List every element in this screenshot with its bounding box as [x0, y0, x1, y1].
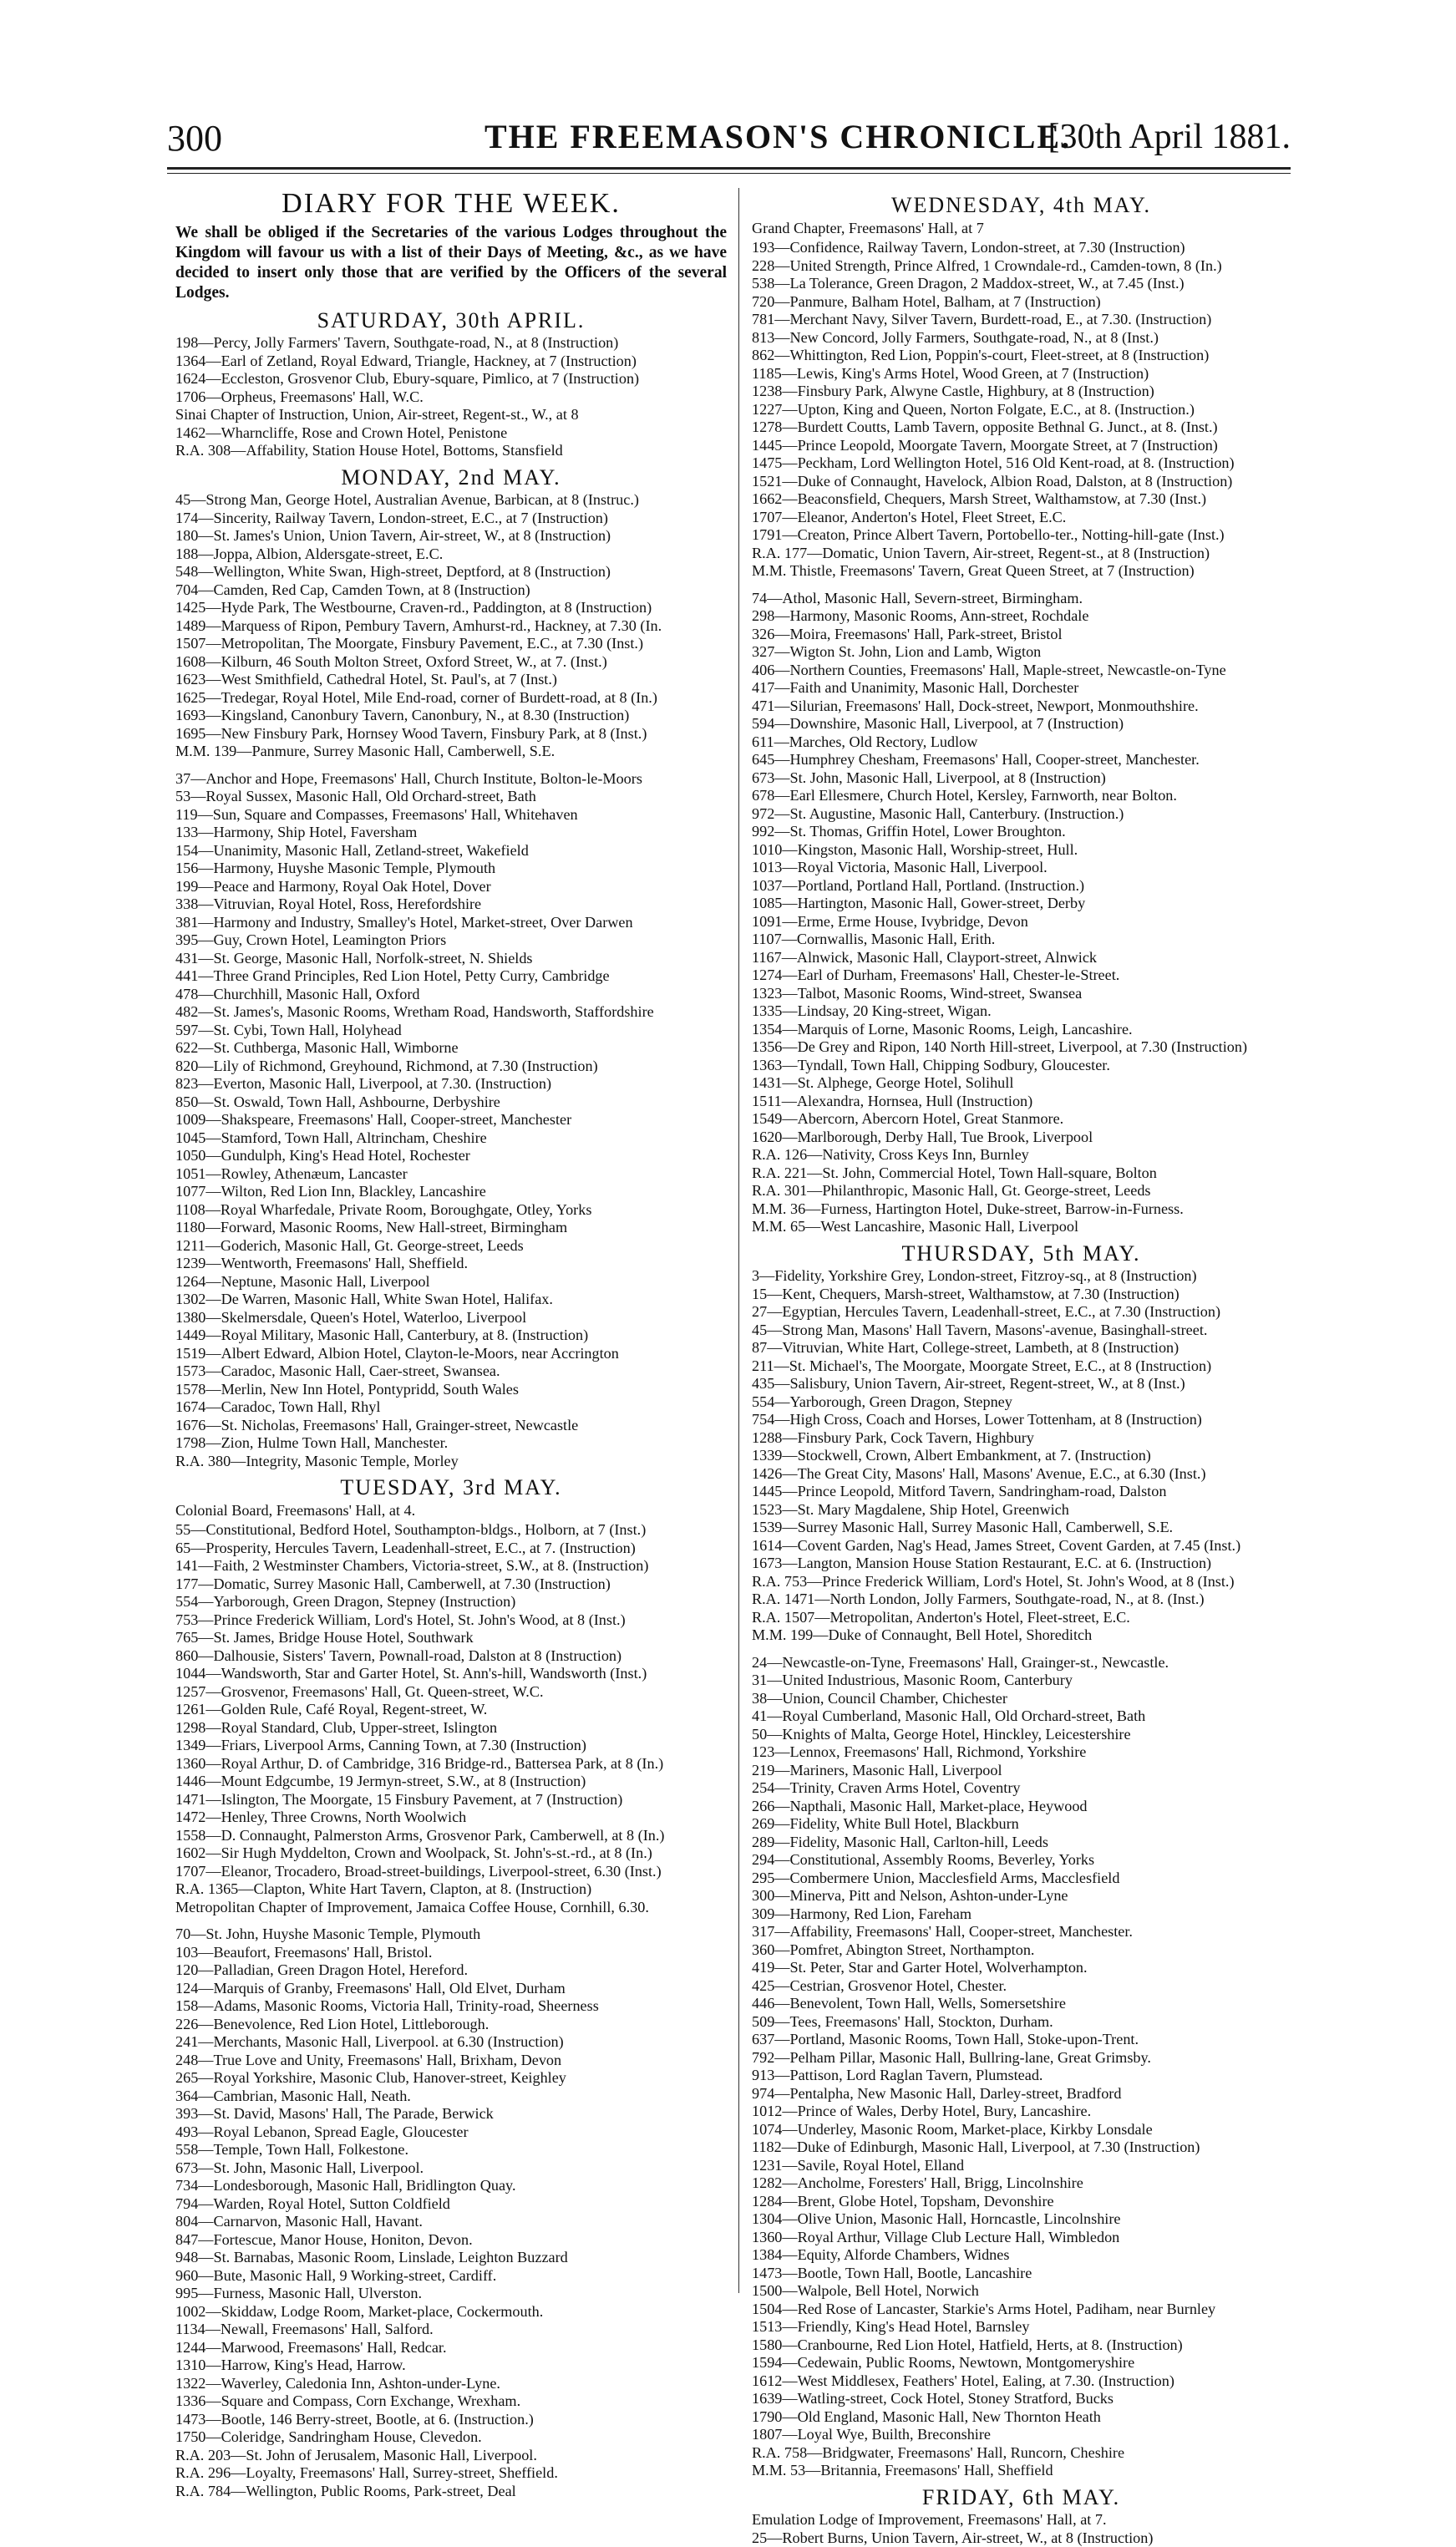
diary-title: DIARY FOR THE WEEK. — [175, 195, 727, 213]
diary-entry: 678—Earl Ellesmere, Church Hotel, Kersley, Farnworth, near Bolton. — [752, 787, 1291, 805]
diary-entry: 326—Moira, Freemasons' Hall, Park-street, Bristol — [752, 626, 1291, 644]
diary-entry: 1676—St. Nicholas, Freemasons' Hall, Grainger-street, Newcastle — [175, 1417, 727, 1435]
diary-entry: 446—Benevolent, Town Hall, Wells, Somersetshire — [752, 1995, 1291, 2013]
right-column — [752, 188, 1291, 2547]
diary-entry: 219—Mariners, Masonic Hall, Liverpool — [752, 1762, 1291, 1780]
masthead-rule-thin — [167, 173, 1291, 174]
diary-entry: 1594—Cedewain, Public Rooms, Newtown, Montgomeryshire — [752, 2354, 1291, 2372]
diary-entry: 637—Portland, Masonic Rooms, Town Hall, Stoke-upon-Trent. — [752, 2031, 1291, 2049]
diary-entry: 1750—Coleridge, Sandringham House, Clevedon. — [175, 2428, 727, 2447]
diary-entry: 120—Palladian, Green Dragon Hotel, Hereford. — [175, 1961, 727, 1980]
diary-entry: M.M. 199—Duke of Connaught, Bell Hotel, Shoreditch — [752, 1626, 1291, 1645]
diary-entry: 482—St. James's, Masonic Rooms, Wretham Road, Handsworth, Staffordshire — [175, 1003, 727, 1022]
diary-entry: 972—St. Augustine, Masonic Hall, Canterbury. (Instruction.) — [752, 805, 1291, 824]
diary-entry: 327—Wigton St. John, Lion and Lamb, Wigton — [752, 643, 1291, 662]
monday-provincial-list — [175, 770, 727, 1471]
diary-entry: 753—Prince Frederick William, Lord's Hotel, St. John's Wood, at 8 (Inst.) — [175, 1611, 727, 1630]
diary-entry: 1507—Metropolitan, The Moorgate, Finsbury Pavement, E.C., at 7.30 (Inst.) — [175, 635, 727, 653]
diary-entry: 862—Whittington, Red Lion, Poppin's-court, Fleet-street, at 8 (Instruction) — [752, 347, 1291, 365]
diary-entry: 1791—Creaton, Prince Albert Tavern, Portobello-ter., Notting-hill-gate (Inst.) — [752, 526, 1291, 545]
diary-entry: 1578—Merlin, New Inn Hotel, Pontypridd, South Wales — [175, 1381, 727, 1399]
diary-entry: 1257—Grosvenor, Freemasons' Hall, Gt. Queen-street, W.C. — [175, 1683, 727, 1702]
diary-entry: 154—Unanimity, Masonic Hall, Zetland-street, Wakefield — [175, 842, 727, 860]
diary-entry: 156—Harmony, Huyshe Masonic Temple, Plymouth — [175, 860, 727, 878]
diary-entry: 198—Percy, Jolly Farmers' Tavern, Southgate-road, N., at 8 (Instruction) — [175, 334, 727, 353]
diary-entry: 1238—Finsbury Park, Alwyne Castle, Highbury, at 8 (Instruction) — [752, 383, 1291, 401]
diary-entry: 823—Everton, Masonic Hall, Liverpool, at 7.30. (Instruction) — [175, 1075, 727, 1093]
diary-entry: 1471—Islington, The Moorgate, 15 Finsbury Pavement, at 7 (Instruction) — [175, 1791, 727, 1809]
diary-entry: 820—Lily of Richmond, Greyhound, Richmond, at 7.30 (Instruction) — [175, 1058, 727, 1076]
diary-entry: M.M. Thistle, Freemasons' Tavern, Great Queen Street, at 7 (Instruction) — [752, 562, 1291, 581]
diary-entry: Sinai Chapter of Instruction, Union, Air-street, Regent-st., W., at 8 — [175, 406, 727, 424]
diary-entry: 419—St. Peter, Star and Garter Hotel, Wolverhampton. — [752, 1959, 1291, 1977]
diary-entry: 1489—Marquess of Ripon, Pembury Tavern, Amhurst-rd., Hackney, at 7.30 (In. — [175, 617, 727, 636]
diary-entry: 1085—Hartington, Masonic Hall, Gower-street, Derby — [752, 895, 1291, 913]
diary-entry: 754—High Cross, Coach and Horses, Lower Tottenham, at 8 (Instruction) — [752, 1411, 1291, 1429]
issue-date: [30th April 1881. — [1048, 117, 1291, 157]
diary-entry: 673—St. John, Masonic Hall, Liverpool. — [175, 2159, 727, 2178]
diary-entry: 226—Benevolence, Red Lion Hotel, Littleborough. — [175, 2016, 727, 2034]
diary-entry: R.A. 1365—Clapton, White Hart Tavern, Clapton, at 8. (Instruction) — [175, 1880, 727, 1899]
diary-entry: 309—Harmony, Red Lion, Fareham — [752, 1905, 1291, 1924]
thursday-provincial-list — [752, 1654, 1291, 2480]
diary-entry: 174—Sincerity, Railway Tavern, London-street, E.C., at 7 (Instruction) — [175, 510, 727, 528]
diary-entry: 1278—Burdett Coutts, Lamb Tavern, opposite Bethnal G. Junct., at 8. (Inst.) — [752, 419, 1291, 437]
diary-entry: R.A. 177—Domatic, Union Tavern, Air-street, Regent-st., at 8 (Instruction) — [752, 545, 1291, 563]
diary-entry: 417—Faith and Unanimity, Masonic Hall, Dorchester — [752, 679, 1291, 698]
diary-entry: 1108—Royal Wharfedale, Private Room, Boroughgate, Otley, Yorks — [175, 1201, 727, 1220]
diary-entry: 471—Silurian, Freemasons' Hall, Dock-street, Newport, Monmouthshire. — [752, 698, 1291, 716]
diary-entry: 1284—Brent, Globe Hotel, Topsham, Devonshire — [752, 2193, 1291, 2211]
wednesday-note: Grand Chapter, Freemasons' Hall, at 7 — [752, 220, 1291, 238]
diary-entry: 1539—Surrey Masonic Hall, Surrey Masonic Hall, Camberwell, S.E. — [752, 1519, 1291, 1537]
diary-entry: 45—Strong Man, George Hotel, Australian Avenue, Barbican, at 8 (Instruc.) — [175, 491, 727, 510]
diary-entry: R.A. 380—Integrity, Masonic Temple, Morley — [175, 1453, 727, 1471]
thursday-list — [752, 1267, 1291, 1645]
diary-entry: 1051—Rowley, Athenæum, Lancaster — [175, 1165, 727, 1184]
diary-entry: 860—Dalhousie, Sisters' Tavern, Pownall-road, Dalston at 8 (Instruction) — [175, 1647, 727, 1666]
diary-entry: 992—St. Thomas, Griffin Hotel, Lower Broughton. — [752, 823, 1291, 841]
diary-entry: 1693—Kingsland, Canonbury Tavern, Canonbury, N., at 8.30 (Instruction) — [175, 707, 727, 725]
diary-entry: 289—Fidelity, Masonic Hall, Carlton-hill, Leeds — [752, 1834, 1291, 1852]
tuesday-note: Colonial Board, Freemasons' Hall, at 4. — [175, 1502, 727, 1520]
diary-entry: 1573—Caradoc, Masonic Hall, Caer-street, Swansea. — [175, 1362, 727, 1381]
diary-entry: 1167—Alnwick, Masonic Hall, Clayport-street, Alnwick — [752, 949, 1291, 967]
diary-entry: 338—Vitruvian, Royal Hotel, Ross, Herefordshire — [175, 896, 727, 914]
diary-entry: R.A. 784—Wellington, Public Rooms, Park-street, Deal — [175, 2483, 727, 2501]
diary-entry: 298—Harmony, Masonic Rooms, Ann-street, Rochdale — [752, 607, 1291, 626]
diary-entry: 1472—Henley, Three Crowns, North Woolwich — [175, 1809, 727, 1827]
diary-entry: 1274—Earl of Durham, Freemasons' Hall, Chester-le-Street. — [752, 967, 1291, 985]
diary-entry: 594—Downshire, Masonic Hall, Liverpool, at 7 (Instruction) — [752, 715, 1291, 733]
diary-entry: 364—Cambrian, Masonic Hall, Neath. — [175, 2088, 727, 2106]
diary-entry: 995—Furness, Masonic Hall, Ulverston. — [175, 2285, 727, 2303]
monday-heading: MONDAY, 2nd MAY. — [175, 469, 727, 487]
diary-entry: R.A. 1471—North London, Jolly Farmers, Southgate-road, N., at 8. (Inst.) — [752, 1591, 1291, 1609]
diary-intro: We shall be obliged if the Secretaries of the various Lodges throughout the Kingdom will favour us with a list of their Days of Meeting, &c., as we have decided to insert only those that are verified by the Officers of the several Lodges. — [175, 223, 727, 303]
diary-entry: 1182—Duke of Edinburgh, Masonic Hall, Liverpool, at 7.30 (Instruction) — [752, 2139, 1291, 2157]
diary-entry: 3—Fidelity, Yorkshire Grey, London-street, Fitzroy-sq., at 8 (Instruction) — [752, 1267, 1291, 1286]
left-column — [175, 188, 727, 2500]
diary-entry: 1264—Neptune, Masonic Hall, Liverpool — [175, 1273, 727, 1291]
diary-entry: 1363—Tyndall, Town Hall, Chipping Sodbury, Gloucester. — [752, 1057, 1291, 1075]
diary-entry: 87—Vitruvian, White Hart, College-street, Lambeth, at 8 (Instruction) — [752, 1339, 1291, 1357]
diary-entry: Metropolitan Chapter of Improvement, Jamaica Coffee House, Cornhill, 6.30. — [175, 1899, 727, 1917]
diary-entry: 1807—Loyal Wye, Builth, Breconshire — [752, 2426, 1291, 2444]
diary-entry: R.A. 301—Philanthropic, Masonic Hall, Gt. George-street, Leeds — [752, 1182, 1291, 1200]
diary-entry: 478—Churchhill, Masonic Hall, Oxford — [175, 986, 727, 1004]
diary-entry: 123—Lennox, Freemasons' Hall, Richmond, Yorkshire — [752, 1743, 1291, 1762]
diary-entry: 295—Combermere Union, Macclesfield Arms, Macclesfield — [752, 1870, 1291, 1888]
friday-list — [752, 2511, 1291, 2547]
diary-entry: M.M. 53—Britannia, Freemasons' Hall, Sheffield — [752, 2462, 1291, 2480]
diary-entry: 538—La Tolerance, Green Dragon, 2 Maddox-street, W., at 7.45 (Inst.) — [752, 275, 1291, 293]
diary-entry: 1431—St. Alphege, George Hotel, Solihull — [752, 1074, 1291, 1093]
diary-entry: 193—Confidence, Railway Tavern, London-street, at 7.30 (Instruction) — [752, 239, 1291, 257]
diary-entry: 1322—Waverley, Caledonia Inn, Ashton-under-Lyne. — [175, 2375, 727, 2393]
diary-entry: 794—Warden, Royal Hotel, Sutton Coldfield — [175, 2195, 727, 2214]
diary-entry: 1612—West Middlesex, Feathers' Hotel, Ealing, at 7.30. (Instruction) — [752, 2372, 1291, 2391]
diary-entry: 15—Kent, Chequers, Marsh-street, Walthamstow, at 7.30 (Instruction) — [752, 1286, 1291, 1304]
diary-entry: 974—Pentalpha, New Masonic Hall, Darley-street, Bradford — [752, 2085, 1291, 2103]
diary-entry: R.A. 758—Bridgwater, Freemasons' Hall, Runcorn, Cheshire — [752, 2444, 1291, 2463]
diary-entry: 1302—De Warren, Masonic Hall, White Swan Hotel, Halifax. — [175, 1291, 727, 1309]
diary-entry: 558—Temple, Town Hall, Folkestone. — [175, 2141, 727, 2159]
diary-entry: 31—United Industrious, Masonic Room, Canterbury — [752, 1672, 1291, 1690]
diary-entry: 1449—Royal Military, Masonic Hall, Canterbury, at 8. (Instruction) — [175, 1327, 727, 1345]
diary-entry: 395—Guy, Crown Hotel, Leamington Priors — [175, 931, 727, 950]
diary-entry: 124—Marquis of Granby, Freemasons' Hall, Old Elvet, Durham — [175, 1980, 727, 1998]
diary-entry: 1445—Prince Leopold, Mitford Tavern, Sandringham-road, Dalston — [752, 1483, 1291, 1501]
diary-entry: 45—Strong Man, Masons' Hall Tavern, Masons'-avenue, Basinghall-street. — [752, 1322, 1291, 1340]
diary-entry: 1009—Shakspeare, Freemasons' Hall, Cooper-street, Manchester — [175, 1111, 727, 1129]
diary-entry: 1523—St. Mary Magdalene, Ship Hotel, Greenwich — [752, 1501, 1291, 1520]
diary-entry: 1662—Beaconsfield, Chequers, Marsh Street, Walthamstow, at 7.30 (Inst.) — [752, 490, 1291, 509]
newspaper-title: THE FREEMASON'S CHRONICLE. — [484, 117, 1071, 156]
diary-entry: 441—Three Grand Principles, Red Lion Hotel, Petty Curry, Cambridge — [175, 967, 727, 986]
diary-entry: 1364—Earl of Zetland, Royal Edward, Triangle, Hackney, at 7 (Instruction) — [175, 353, 727, 371]
diary-entry: 1695—New Finsbury Park, Hornsey Wood Tavern, Finsbury Park, at 8 (Inst.) — [175, 725, 727, 743]
diary-entry: 177—Domatic, Surrey Masonic Hall, Camberwell, at 7.30 (Instruction) — [175, 1575, 727, 1594]
diary-entry: 241—Merchants, Masonic Hall, Liverpool. at 6.30 (Instruction) — [175, 2033, 727, 2052]
diary-entry: 1282—Ancholme, Foresters' Hall, Brigg, Lincolnshire — [752, 2174, 1291, 2193]
diary-entry: 1519—Albert Edward, Albion Hotel, Clayton-le-Moors, near Accrington — [175, 1345, 727, 1363]
diary-entry: 554—Yarborough, Green Dragon, Stepney — [752, 1393, 1291, 1412]
column-divider — [738, 188, 739, 2293]
diary-entry: 1045—Stamford, Town Hall, Altrincham, Cheshire — [175, 1129, 727, 1148]
diary-entry: 1580—Cranbourne, Red Lion Hotel, Hatfield, Herts, at 8. (Instruction) — [752, 2336, 1291, 2355]
saturday-list — [175, 334, 727, 460]
diary-entry: 1620—Marlborough, Derby Hall, Tue Brook, Liverpool — [752, 1129, 1291, 1147]
diary-entry: 913—Pattison, Lord Raglan Tavern, Plumstead. — [752, 2067, 1291, 2085]
diary-entry: 133—Harmony, Ship Hotel, Faversham — [175, 824, 727, 842]
diary-entry: 381—Harmony and Industry, Smalley's Hotel, Market-street, Over Darwen — [175, 914, 727, 932]
diary-entry: 734—Londesborough, Masonic Hall, Bridlington Quay. — [175, 2177, 727, 2195]
diary-entry: 1134—Newall, Freemasons' Hall, Salford. — [175, 2321, 727, 2339]
diary-entry: 1077—Wilton, Red Lion Inn, Blackley, Lancashire — [175, 1183, 727, 1201]
diary-entry: 158—Adams, Masonic Rooms, Victoria Hall, Trinity-road, Sheerness — [175, 1997, 727, 2016]
diary-entry: 1504—Red Rose of Lancaster, Starkie's Arms Hotel, Padiham, near Burnley — [752, 2301, 1291, 2319]
diary-entry: 1674—Caradoc, Town Hall, Rhyl — [175, 1398, 727, 1417]
diary-entry: 294—Constitutional, Assembly Rooms, Beverley, Yorks — [752, 1851, 1291, 1870]
friday-heading: FRIDAY, 6th MAY. — [752, 2489, 1291, 2507]
diary-entry: 199—Peace and Harmony, Royal Oak Hotel, Dover — [175, 878, 727, 896]
diary-entry: 393—St. David, Masons' Hall, The Parade, Berwick — [175, 2105, 727, 2123]
diary-entry: 103—Beaufort, Freemasons' Hall, Bristol. — [175, 1944, 727, 1962]
diary-entry: 70—St. John, Huyshe Masonic Temple, Plymouth — [175, 1925, 727, 1944]
diary-entry: 720—Panmure, Balham Hotel, Balham, at 7 (Instruction) — [752, 293, 1291, 312]
masthead-rule — [167, 167, 1291, 170]
diary-entry: M.M. 36—Furness, Hartington Hotel, Duke-street, Barrow-in-Furness. — [752, 1200, 1291, 1219]
diary-entry: 1360—Royal Arthur, D. of Cambridge, 316 Bridge-rd., Battersea Park, at 8 (In.) — [175, 1755, 727, 1773]
diary-entry: 1473—Bootle, 146 Berry-street, Bootle, at 6. (Instruction.) — [175, 2411, 727, 2429]
diary-entry: 435—Salisbury, Union Tavern, Air-street, Regent-street, W., at 8 (Inst.) — [752, 1375, 1291, 1393]
diary-entry: 948—St. Barnabas, Masonic Room, Linslade, Leighton Buzzard — [175, 2249, 727, 2267]
diary-entry: 1044—Wandsworth, Star and Garter Hotel, St. Ann's-hill, Wandsworth (Inst.) — [175, 1665, 727, 1683]
diary-entry: 1304—Olive Union, Masonic Hall, Horncastle, Lincolnshire — [752, 2210, 1291, 2229]
diary-entry: 1185—Lewis, King's Arms Hotel, Wood Green, at 7 (Instruction) — [752, 365, 1291, 383]
diary-entry: 1211—Goderich, Masonic Hall, Gt. George-street, Leeds — [175, 1237, 727, 1256]
diary-entry: 1673—Langton, Mansion House Station Restaurant, E.C. at 6. (Instruction) — [752, 1555, 1291, 1573]
diary-entry: 1231—Savile, Royal Hotel, Elland — [752, 2157, 1291, 2175]
diary-entry: 1425—Hyde Park, The Westbourne, Craven-rd., Paddington, at 8 (Instruction) — [175, 599, 727, 617]
diary-entry: 53—Royal Sussex, Masonic Hall, Old Orchard-street, Bath — [175, 788, 727, 806]
diary-entry: 1513—Friendly, King's Head Hotel, Barnsley — [752, 2318, 1291, 2336]
diary-entry: 813—New Concord, Jolly Farmers, Southgate-road, N., at 8 (Inst.) — [752, 329, 1291, 348]
diary-entry: 254—Trinity, Craven Arms Hotel, Coventry — [752, 1779, 1291, 1798]
diary-entry: R.A. 221—St. John, Commercial Hotel, Town Hall-square, Bolton — [752, 1164, 1291, 1183]
diary-entry: 1074—Underley, Masonic Room, Market-place, Kirkby Lonsdale — [752, 2121, 1291, 2139]
diary-entry: 1549—Abercorn, Abercorn Hotel, Great Stanmore. — [752, 1110, 1291, 1129]
diary-entry: 1639—Watling-street, Cock Hotel, Stoney Stratford, Bucks — [752, 2390, 1291, 2408]
diary-entry: 1336—Square and Compass, Corn Exchange, Wrexham. — [175, 2392, 727, 2411]
diary-entry: 1625—Tredegar, Royal Hotel, Mile End-road, corner of Burdett-road, at 8 (In.) — [175, 689, 727, 708]
diary-entry: 24—Newcastle-on-Tyne, Freemasons' Hall, Grainger-st., Newcastle. — [752, 1654, 1291, 1672]
diary-entry: 1349—Friars, Liverpool Arms, Canning Town, at 7.30 (Instruction) — [175, 1737, 727, 1755]
diary-entry: 1239—Wentworth, Freemasons' Hall, Sheffield. — [175, 1255, 727, 1273]
diary-entry: 1227—Upton, King and Queen, Norton Folgate, E.C., at 8. (Instruction.) — [752, 401, 1291, 419]
diary-entry: 74—Athol, Masonic Hall, Severn-street, Birmingham. — [752, 590, 1291, 608]
diary-entry: 1091—Erme, Erme House, Ivybridge, Devon — [752, 913, 1291, 931]
diary-entry: 1107—Cornwallis, Masonic Hall, Erith. — [752, 931, 1291, 949]
wednesday-provincial-list — [752, 590, 1291, 1236]
thursday-heading: THURSDAY, 5th MAY. — [752, 1245, 1291, 1263]
diary-entry: 1706—Orpheus, Freemasons' Hall, W.C. — [175, 388, 727, 407]
diary-entry: R.A. 296—Loyalty, Freemasons' Hall, Surrey-street, Sheffield. — [175, 2464, 727, 2483]
diary-entry: 1339—Stockwell, Crown, Albert Embankment, at 7. (Instruction) — [752, 1447, 1291, 1465]
wednesday-heading: WEDNESDAY, 4th MAY. — [752, 196, 1291, 215]
page-number: 300 — [167, 117, 222, 160]
diary-entry: 847—Fortescue, Manor House, Honiton, Devon. — [175, 2231, 727, 2250]
diary-entry: 266—Napthali, Masonic Hall, Market-place, Heywood — [752, 1798, 1291, 1816]
diary-entry: 1426—The Great City, Masons' Hall, Masons' Avenue, E.C., at 6.30 (Inst.) — [752, 1465, 1291, 1484]
diary-entry: 1500—Walpole, Bell Hotel, Norwich — [752, 2282, 1291, 2301]
diary-entry: 317—Affability, Freemasons' Hall, Cooper-street, Manchester. — [752, 1923, 1291, 1941]
diary-entry: 1244—Marwood, Freemasons' Hall, Redcar. — [175, 2339, 727, 2357]
diary-entry: 1623—West Smithfield, Cathedral Hotel, St. Paul's, at 7 (Inst.) — [175, 671, 727, 689]
diary-entry: 1446—Mount Edgcumbe, 19 Jermyn-street, S.W., at 8 (Instruction) — [175, 1773, 727, 1791]
diary-entry: 1037—Portland, Portland Hall, Portland. (Instruction.) — [752, 877, 1291, 896]
diary-entry: 1323—Talbot, Masonic Rooms, Wind-street, Swansea — [752, 985, 1291, 1003]
diary-entry: 1462—Wharncliffe, Rose and Crown Hotel, Penistone — [175, 424, 727, 443]
diary-entry: 804—Carnarvon, Masonic Hall, Havant. — [175, 2213, 727, 2231]
diary-entry: 1298—Royal Standard, Club, Upper-street, Islington — [175, 1719, 727, 1738]
diary-entry: 27—Egyptian, Hercules Tavern, Leadenhall-street, E.C., at 7.30 (Instruction) — [752, 1303, 1291, 1322]
diary-entry: R.A. 753—Prince Frederick William, Lord's Hotel, St. John's Wood, at 8 (Inst.) — [752, 1573, 1291, 1591]
diary-entry: 1335—Lindsay, 20 King-street, Wigan. — [752, 1002, 1291, 1021]
diary-entry: 1521—Duke of Connaught, Havelock, Albion Road, Dalston, at 8 (Instruction) — [752, 473, 1291, 491]
diary-entry: R.A. 1507—Metropolitan, Anderton's Hotel, Fleet-street, E.C. — [752, 1609, 1291, 1627]
diary-entry: 781—Merchant Navy, Silver Tavern, Burdett-road, E., at 7.30. (Instruction) — [752, 311, 1291, 329]
diary-entry: 55—Constitutional, Bedford Hotel, Southampton-bldgs., Holborn, at 7 (Inst.) — [175, 1521, 727, 1540]
diary-entry: 1445—Prince Leopold, Moorgate Tavern, Moorgate Street, at 7 (Instruction) — [752, 437, 1291, 455]
diary-entry: 65—Prosperity, Hercules Tavern, Leadenhall-street, E.C., at 7. (Instruction) — [175, 1540, 727, 1558]
diary-entry: 960—Bute, Masonic Hall, 9 Working-street, Cardiff. — [175, 2267, 727, 2286]
diary-entry: 509—Tees, Freemasons' Hall, Stockton, Durham. — [752, 2013, 1291, 2032]
diary-entry: 1010—Kingston, Masonic Hall, Worship-street, Hull. — [752, 841, 1291, 860]
diary-entry: 1310—Harrow, King's Head, Harrow. — [175, 2357, 727, 2375]
diary-entry: M.M. 65—West Lancashire, Masonic Hall, Liverpool — [752, 1218, 1291, 1236]
diary-entry: 1475—Peckham, Lord Wellington Hotel, 516 Old Kent-road, at 8. (Instruction) — [752, 454, 1291, 473]
tuesday-provincial-list — [175, 1925, 727, 2500]
diary-entry: 211—St. Michael's, The Moorgate, Moorgate Street, E.C., at 8 (Instruction) — [752, 1357, 1291, 1376]
diary-entry: 1707—Eleanor, Trocadero, Broad-street-buildings, Liverpool-street, 6.30 (Inst.) — [175, 1863, 727, 1881]
diary-entry: 1798—Zion, Hulme Town Hall, Manchester. — [175, 1434, 727, 1453]
diary-entry: 38—Union, Council Chamber, Chichester — [752, 1690, 1291, 1708]
diary-entry: 37—Anchor and Hope, Freemasons' Hall, Church Institute, Bolton-le-Moors — [175, 770, 727, 789]
diary-entry: 41—Royal Cumberland, Masonic Hall, Old Orchard-street, Bath — [752, 1707, 1291, 1726]
diary-entry: 1356—De Grey and Ripon, 140 North Hill-street, Liverpool, at 7.30 (Instruction) — [752, 1038, 1291, 1057]
tuesday-heading: TUESDAY, 3rd MAY. — [175, 1479, 727, 1497]
diary-entry: 300—Minerva, Pitt and Nelson, Ashton-under-Lyne — [752, 1887, 1291, 1905]
diary-entry: 704—Camden, Red Cap, Camden Town, at 8 (Instruction) — [175, 581, 727, 600]
diary-entry: 622—St. Cuthberga, Masonic Hall, Wimborne — [175, 1039, 727, 1058]
diary-entry: 248—True Love and Unity, Freemasons' Hall, Brixham, Devon — [175, 2052, 727, 2070]
diary-entry: 645—Humphrey Chesham, Freemasons' Hall, Cooper-street, Manchester. — [752, 751, 1291, 769]
diary-entry: 597—St. Cybi, Town Hall, Holyhead — [175, 1022, 727, 1040]
diary-entry: 1180—Forward, Masonic Rooms, New Hall-street, Birmingham — [175, 1219, 727, 1237]
diary-entry: 1707—Eleanor, Anderton's Hotel, Fleet Street, E.C. — [752, 509, 1291, 527]
diary-entry: 1558—D. Connaught, Palmerston Arms, Grosvenor Park, Camberwell, at 8 (In.) — [175, 1827, 727, 1845]
diary-entry: 360—Pomfret, Abington Street, Northampton. — [752, 1941, 1291, 1960]
wednesday-list — [752, 239, 1291, 581]
diary-entry: 611—Marches, Old Rectory, Ludlow — [752, 733, 1291, 752]
diary-entry: 188—Joppa, Albion, Aldersgate-street, E.C. — [175, 545, 727, 564]
diary-entry: 431—St. George, Masonic Hall, Norfolk-street, N. Shields — [175, 950, 727, 968]
diary-entry: 265—Royal Yorkshire, Masonic Club, Hanover-street, Keighley — [175, 2069, 727, 2088]
diary-entry: 1608—Kilburn, 46 South Molton Street, Oxford Street, W., at 7. (Inst.) — [175, 653, 727, 672]
diary-entry: 1050—Gundulph, King's Head Hotel, Rochester — [175, 1147, 727, 1165]
diary-entry: Emulation Lodge of Improvement, Freemasons' Hall, at 7. — [752, 2511, 1291, 2529]
diary-entry: 1511—Alexandra, Hornsea, Hull (Instruction) — [752, 1093, 1291, 1111]
diary-entry: 141—Faith, 2 Westminster Chambers, Victoria-street, S.W., at 8. (Instruction) — [175, 1557, 727, 1575]
diary-entry: 548—Wellington, White Swan, High-street, Deptford, at 8 (Instruction) — [175, 563, 727, 581]
diary-entry: 1354—Marquis of Lorne, Masonic Rooms, Leigh, Lancashire. — [752, 1021, 1291, 1039]
diary-entry: 269—Fidelity, White Bull Hotel, Blackburn — [752, 1815, 1291, 1834]
diary-entry: 180—St. James's Union, Union Tavern, Air-street, W., at 8 (Instruction) — [175, 527, 727, 545]
diary-entry: 850—St. Oswald, Town Hall, Ashbourne, Derbyshire — [175, 1093, 727, 1112]
diary-entry: 1002—Skiddaw, Lodge Room, Market-place, Cockermouth. — [175, 2303, 727, 2321]
diary-entry: 554—Yarborough, Green Dragon, Stepney (Instruction) — [175, 1593, 727, 1611]
diary-entry: 1614—Covent Garden, Nag's Head, James Street, Covent Garden, at 7.45 (Inst.) — [752, 1537, 1291, 1555]
diary-entry: 1288—Finsbury Park, Cock Tavern, Highbury — [752, 1429, 1291, 1448]
masthead — [167, 117, 1291, 167]
diary-entry: 228—United Strength, Prince Alfred, 1 Crowndale-rd., Camden-town, 8 (In.) — [752, 257, 1291, 276]
diary-entry: 119—Sun, Square and Compasses, Freemasons' Hall, Whitehaven — [175, 806, 727, 824]
diary-entry: R.A. 308—Affability, Station House Hotel, Bottoms, Stansfield — [175, 442, 727, 460]
tuesday-list — [175, 1521, 727, 1916]
monday-list — [175, 491, 727, 761]
diary-entry: 1261—Golden Rule, Café Royal, Regent-street, W. — [175, 1701, 727, 1719]
diary-entry: 1380—Skelmersdale, Queen's Hotel, Waterloo, Liverpool — [175, 1309, 727, 1327]
diary-entry: 1360—Royal Arthur, Village Club Lecture Hall, Wimbledon — [752, 2229, 1291, 2247]
diary-entry: 1790—Old England, Masonic Hall, New Thornton Heath — [752, 2408, 1291, 2427]
diary-entry: 1012—Prince of Wales, Derby Hotel, Bury, Lancashire. — [752, 2103, 1291, 2121]
diary-entry: 406—Northern Counties, Freemasons' Hall, Maple-street, Newcastle-on-Tyne — [752, 662, 1291, 680]
diary-entry: 673—St. John, Masonic Hall, Liverpool, at 8 (Instruction) — [752, 769, 1291, 788]
diary-entry: 1602—Sir Hugh Myddelton, Crown and Woolpack, St. John's-st.-rd., at 8 (In.) — [175, 1844, 727, 1863]
diary-entry: 425—Cestrian, Grosvenor Hotel, Chester. — [752, 1977, 1291, 1996]
diary-entry: 1624—Eccleston, Grosvenor Club, Ebury-square, Pimlico, at 7 (Instruction) — [175, 370, 727, 388]
diary-entry: 1013—Royal Victoria, Masonic Hall, Liverpool. — [752, 859, 1291, 877]
saturday-heading: SATURDAY, 30th APRIL. — [175, 312, 727, 330]
diary-entry: R.A. 203—St. John of Jerusalem, Masonic Hall, Liverpool. — [175, 2447, 727, 2465]
diary-entry: 1473—Bootle, Town Hall, Bootle, Lancashire — [752, 2265, 1291, 2283]
diary-entry: 25—Robert Burns, Union Tavern, Air-street, W., at 8 (Instruction) — [752, 2529, 1291, 2547]
diary-entry: 493—Royal Lebanon, Spread Eagle, Gloucester — [175, 2123, 727, 2142]
diary-entry: R.A. 126—Nativity, Cross Keys Inn, Burnley — [752, 1146, 1291, 1164]
diary-entry: 1384—Equity, Alforde Chambers, Widnes — [752, 2246, 1291, 2265]
diary-entry: 792—Pelham Pillar, Masonic Hall, Bullring-lane, Great Grimsby. — [752, 2049, 1291, 2068]
diary-entry: 765—St. James, Bridge House Hotel, Southwark — [175, 1629, 727, 1647]
diary-entry: 50—Knights of Malta, George Hotel, Hinckley, Leicestershire — [752, 1726, 1291, 1744]
diary-entry: M.M. 139—Panmure, Surrey Masonic Hall, Camberwell, S.E. — [175, 743, 727, 761]
